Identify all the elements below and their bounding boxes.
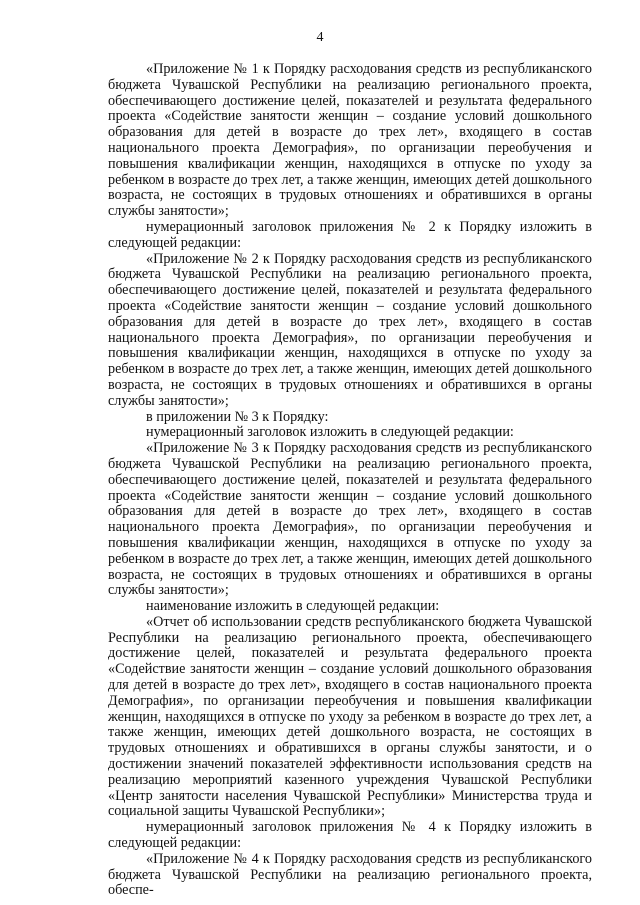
paragraph: нумерационный заголовок приложения № 4 к Порядку изложить в следующей редакции: — [108, 819, 592, 852]
paragraph: нумерационный заголовок приложения № 2 к Порядку изложить в следующей редакции: — [108, 218, 592, 251]
paragraph: «Отчет об использовании средств республиканского бюджета Чувашской Республики на реализацию регионального проекта, обеспечивающего достижение целей, показателей и результата федерального проекта «Содействие занятости женщин – создание условий дошкольного образования для детей в возрасте до трех лет», входящего в состав национального проекта Демография», по организации переобучения и повышения квалификации женщин, находящихся в отпуске по уходу за ребенком в возрасте до трех лет, а также женщин, имеющих детей дошкольного возраста, не состоящих в трудовых отношениях и обратившихся в органы службы занятости, и о достижении значений показателей эффективности использования средств на реализацию мероприятий казенного учреждения Чувашской Республики «Центр занятости населения Чувашской Республики» Министерства труда и социальной защиты Чувашской Республики»; — [108, 613, 592, 820]
paragraph: «Приложение № 1 к Порядку расходования средств из республиканского бюджета Чувашской Республики на реализацию регионального проекта, обеспечивающего достижение целей, показателей и результата федерального проекта «Содействие занятости женщин – создание условий дошкольного образования для детей в возрасте до трех лет», входящего в состав национального проекта Демография», по организации переобучения и повышения квалификации женщин, находящихся в отпуске по уходу за ребенком в возрасте до трех лет, а также женщин, имеющих детей дошкольного возраста, не состоящих в трудовых отношениях и обратившихся в органы службы занятости»; — [108, 61, 592, 220]
paragraph: нумерационный заголовок изложить в следующей редакции: — [146, 424, 514, 441]
paragraph: наименование изложить в следующей редакции: — [146, 598, 440, 615]
page-number: 4 — [316, 30, 324, 45]
paragraph: в приложении № 3 к Порядку: — [146, 408, 329, 425]
paragraph: «Приложение № 2 к Порядку расходования средств из республиканского бюджета Чувашской Республики на реализацию регионального проекта, обеспечивающего достижение целей, показателей и результата федерального проекта «Содействие занятости женщин – создание условий дошкольного образования для детей в возрасте до трех лет», входящего в состав национального проекта Демография», по организации переобучения и повышения квалификации женщин, находящихся в отпуске по уходу за ребенком в возрасте до трех лет, а также женщин, имеющих детей дошкольного возраста, не состоящих в трудовых отношениях и обратившихся в органы службы занятости»; — [108, 250, 592, 409]
paragraph: «Приложение № 4 к Порядку расходования средств из республиканского бюджета Чувашской Республики на реализацию регионального проекта, обеспе- — [108, 850, 592, 899]
paragraph: «Приложение № 3 к Порядку расходования средств из республиканского бюджета Чувашской Республики на реализацию регионального проекта, обеспечивающего достижение целей, показателей и результата федерального проекта «Содействие занятости женщин – создание условий дошкольного образования для детей в возрасте до трех лет», входящего в состав национального проекта Демография», по организации переобучения и повышения квалификации женщин, находящихся в отпуске по уходу за ребенком в возрасте до трех лет, а также женщин, имеющих детей дошкольного возраста, не состоящих в трудовых отношениях и обратившихся в органы службы занятости»; — [108, 440, 592, 599]
document-body — [108, 62, 592, 899]
